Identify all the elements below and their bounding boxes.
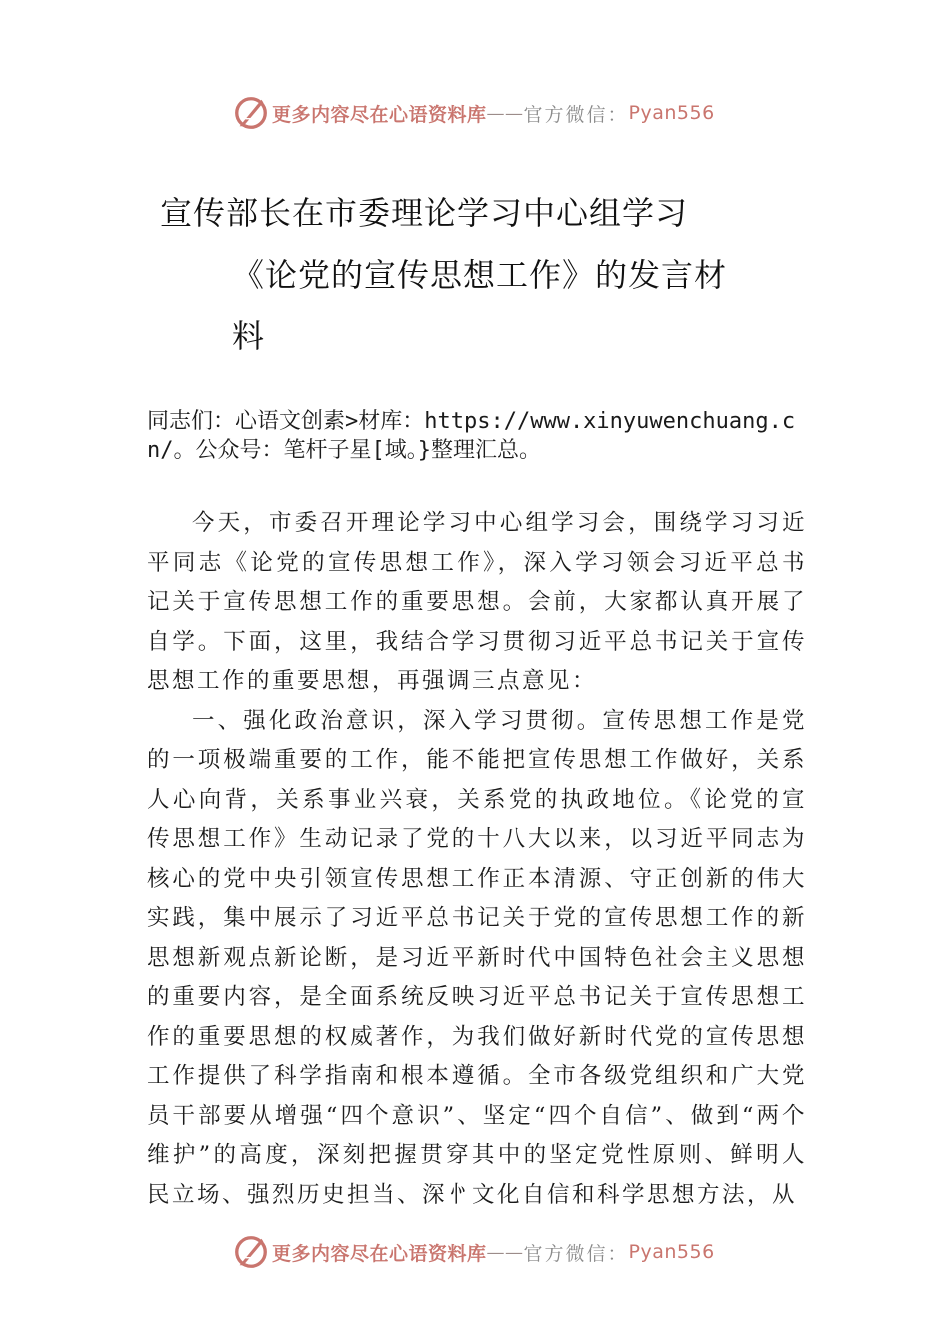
document-title-line-2: 《论党的宣传思想工作》的发言材 <box>232 256 728 294</box>
header-promo-text: 更多内容尽在心语资料库 <box>272 103 487 126</box>
header-banner <box>232 93 752 133</box>
document-intro: 同志们：心语文创素>材库：https://www.xinyuwenchuang.cn/。公众号：笔杆子星[域。}整理汇总。 <box>147 409 796 463</box>
footer-contact-id: Pyan556 <box>628 1241 715 1263</box>
footer-banner <box>232 1232 752 1272</box>
header-contact-id: Pyan556 <box>628 102 715 124</box>
header-separator: —— <box>486 102 524 124</box>
footer-promo-text: 更多内容尽在心语资料库 <box>272 1242 487 1265</box>
document-title-line-1: 宣传部长在市委理论学习中心组学习 <box>160 194 689 232</box>
document-title-line-3: 料 <box>232 317 266 355</box>
body-paragraph-2: 一、强化政治意识，深入学习贯彻。宣传思想工作是党的一项极端重要的工作，能不能把宣传思想工作做好，关系人心向背，关系事业兴衰，关系党的执政地位。《论党的宣传思想工作》生动记录了党的十八大以来，以习近平同志为核心的党中央引领宣传思想工作正本清源、守正创新的伟大实践，集中展示了习近平总书记关于党的宣传思想工作的新思想新观点新论断，是习近平新时代中国特色社会主义思想的重要内容，是全面系统反映习近平总书记关于宣传思想工作的重要思想的权威著作，为我们做好新时代党的宣传思想工作提供了科学指南和根本遵循。全市各级党组织和广大党员干部要从增强“四个意识”、坚定“四个自信”、做到“两个维护”的高度，深刻把握贯穿其中的坚定党性原则、鲜明人民立场、强烈历史担当、深㣺文化自信和科学思想方法，从 <box>147 707 807 1208</box>
quill-seal-icon <box>232 94 270 132</box>
quill-seal-icon <box>232 1233 270 1271</box>
footer-separator: —— <box>486 1241 524 1263</box>
document-body <box>147 504 807 1215</box>
body-paragraph-1: 今天，市委召开理论学习中心组学习会，围绕学习习近平同志《论党的宣传思想工作》，深入学习领会习近平总书记关于宣传思想工作的重要思想。会前，大家都认真开展了自学。下面，这里，我结合学习贯彻习近平总书记关于宣传思想工作的重要思想，再强调三点意见： <box>147 510 807 694</box>
header-contact-label: 官方微信： <box>523 103 629 126</box>
footer-contact-label: 官方微信： <box>523 1242 629 1265</box>
